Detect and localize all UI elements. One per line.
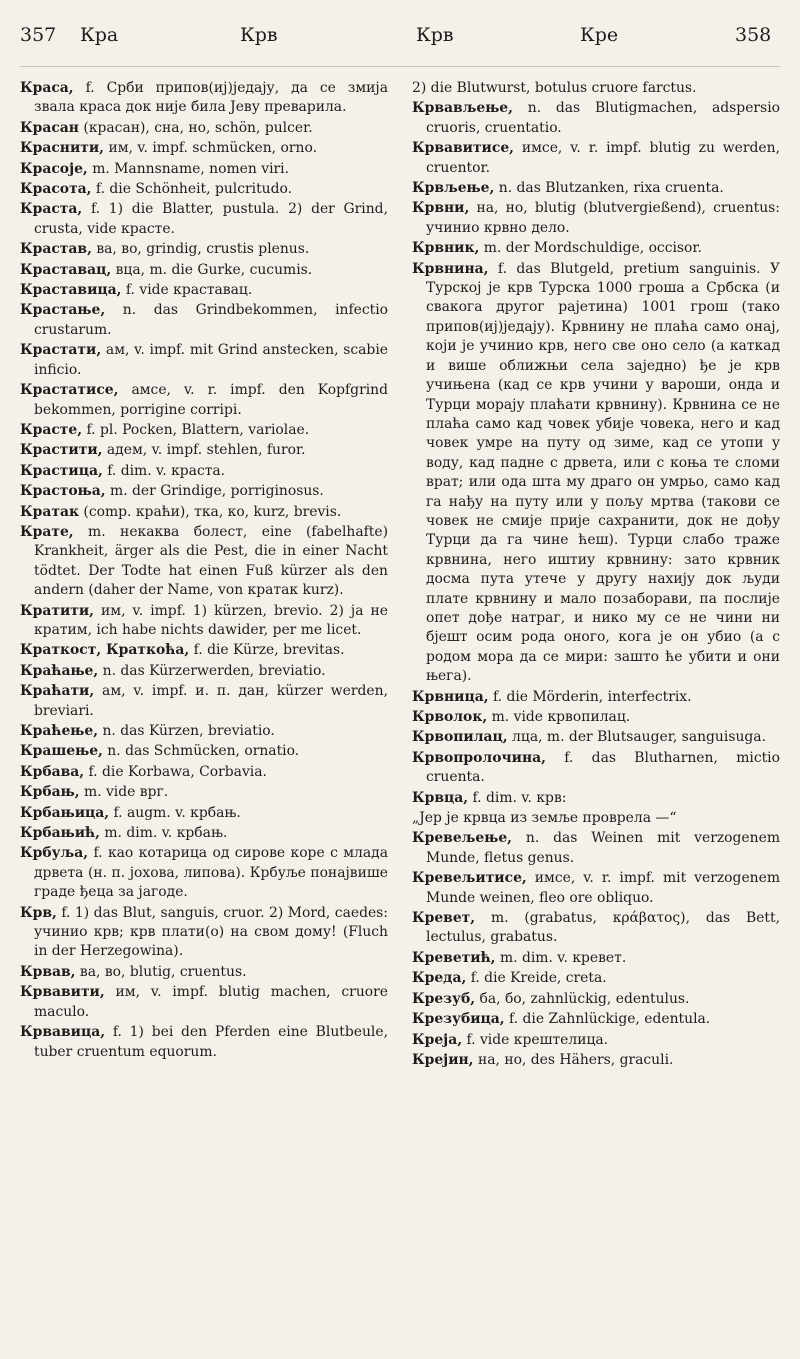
entry-definition: n. das Blutigmachen, adspersio cruoris, cruentatio. xyxy=(426,100,780,136)
dictionary-entry xyxy=(20,804,388,823)
entry-headword: Крастица, xyxy=(20,462,103,479)
entry-headword: Крвављење, xyxy=(412,100,513,117)
dictionary-entry xyxy=(412,829,780,868)
entry-headword: Крвопролочина, xyxy=(412,749,546,766)
entry-definition: ва, во, grindig, crustis plenus. xyxy=(91,241,310,258)
entry-headword: Крволок, xyxy=(412,709,488,725)
entry-definition: n. das Schmücken, ornatio. xyxy=(102,743,300,760)
entry-definition: f. die Korbawa, Corbavia. xyxy=(84,763,267,780)
entry-headword: Кратити, xyxy=(20,602,95,619)
entry-definition: f. pl. Pocken, Blattern, variolae. xyxy=(82,421,310,438)
entry-headword: Кревет, xyxy=(412,910,476,927)
left-page-number: 357 xyxy=(20,24,57,46)
entry-definition: им, v. impf. blutig machen, cruore maculo. xyxy=(34,984,388,1020)
dictionary-entry xyxy=(412,139,780,178)
entry-headword: Крвљење, xyxy=(412,180,495,197)
entry-headword: Красан xyxy=(20,119,79,136)
entry-definition: имсе, v. r. impf. blutig zu werden, cruentor. xyxy=(426,140,780,176)
dictionary-entry xyxy=(20,482,388,501)
entry-definition: m. dim. v. кревет. xyxy=(495,949,627,966)
dictionary-entry xyxy=(20,742,388,761)
entry-headword: Крвавити, xyxy=(20,984,105,1001)
entry-definition: m. dim. v. крбањ. xyxy=(99,825,228,842)
entry-definition: ва, во, blutig, cruentus. xyxy=(75,963,247,980)
dictionary-entry xyxy=(20,844,388,902)
entry-headword: Краставица, xyxy=(20,282,122,299)
dictionary-entry xyxy=(20,662,388,681)
entry-definition: f. das Blutgeld, pretium sanguinis. У Турској је крв Турска 1000 гроша а Србска (и свакога другог рајетина) 1001 грош (тако припов(иј)једају). Крвнину не плаћа само онај, који је учинио крв, него све оно село (а каткад и више оближњи села заједно) ђе је крв учињена (кад се крв учини у вароши, онда и Турци морају плаћати крвнину). Крвнина се не плаћа само кад човек убије човека, него и кад човек умре на путу од зиме, кад се утопи у воду, кад падне с дрвета, или с коња те сломи врат; или ода шта му драго он умрьо, само кад га нађу на путу или у пољу мртва (такови се човек не смије прије сахранити, док не дођу Турци да га чине ћеш). Турци слабо траже крвнина, него иштиу крвнину: зато крвник досма пута утече у другу нахију док људи плате крвнину и мало позаборави, па послије опет дође натраг, и нико му се не чини ни бјешт осим рода оного, кога је он убио (а с родом мора да се мири: зашто ће убити и они њега). xyxy=(426,260,780,685)
entry-definition: f. 1) die Blatter, pustula. 2) der Grind, crusta, vide красте. xyxy=(34,201,388,237)
entry-headword: Крбава, xyxy=(20,763,85,780)
dictionary-entry xyxy=(412,789,780,808)
dictionary-entry xyxy=(20,641,388,660)
entry-headword: Краткост, Краткоћа, xyxy=(20,642,190,659)
entry-headword: Креветић, xyxy=(412,949,496,966)
entry-definition: имсе, v. r. impf. mit verzogenem Munde weinen, fleo ore obliquo. xyxy=(426,870,780,906)
entry-headword: Крвница, xyxy=(412,688,489,705)
entry-headword: Крвни, xyxy=(412,200,470,217)
dictionary-entry xyxy=(20,523,388,601)
dictionary-entry xyxy=(20,983,388,1022)
entry-definition: m. vide врг. xyxy=(79,784,169,801)
entry-definition: m. (grabatus, κράβατος), das Bett, lectulus, grabatus. xyxy=(426,910,780,946)
entry-headword: Крвопилац, xyxy=(412,729,508,746)
dictionary-entry xyxy=(20,281,388,300)
dictionary-entry xyxy=(20,462,388,481)
entry-headword: Красте, xyxy=(20,421,83,438)
dictionary-entry xyxy=(412,708,780,727)
right-column xyxy=(412,79,780,1070)
entry-definition: ам, v. impf. mit Grind anstecken, scabie inficio. xyxy=(34,342,388,378)
entry-definition: лца, m. der Blutsauger, sanguisuga. xyxy=(507,729,766,746)
entry-headword: Крбуља, xyxy=(20,845,89,862)
dictionary-entry xyxy=(20,783,388,802)
dictionary-entry xyxy=(20,240,388,259)
entry-headword: Крвав, xyxy=(20,963,76,980)
entry-definition: m. der Grindige, porriginosus. xyxy=(105,483,324,500)
entry-definition: адем, v. impf. stehlen, furor. xyxy=(102,442,306,459)
dictionary-entry xyxy=(20,722,388,741)
entry-definition: f. die Mörderin, interfectrix. xyxy=(488,688,692,705)
dictionary-entry xyxy=(20,139,388,158)
entry-headword: Кревељење, xyxy=(412,830,513,847)
left-guide-word-2: Крв xyxy=(240,24,278,46)
dictionary-entry xyxy=(20,503,388,522)
entry-definition: им, v. impf. 1) kürzen, brevio. 2) ја не кратим, ich habe nichts dawider, per me licet. xyxy=(34,602,388,638)
entry-definition: f. die Zahnlückige, edentula. xyxy=(504,1011,711,1028)
entry-headword: Кревељитисе, xyxy=(412,870,527,887)
entry-definition: ба, бо, zahnlückig, edentulus. xyxy=(475,990,690,1007)
entry-headword: Крвавица, xyxy=(20,1024,106,1041)
page-header xyxy=(20,16,780,67)
entry-definition: им, v. impf. schmücken, orno. xyxy=(104,140,318,157)
entry-headword: Кратак xyxy=(20,503,79,520)
dictionary-entry xyxy=(20,301,388,340)
entry-definition: m. Mannsname, nomen viri. xyxy=(87,160,290,177)
dictionary-entry xyxy=(412,949,780,968)
dictionary-entry xyxy=(20,341,388,380)
right-guide-word-1: Крв xyxy=(416,24,454,46)
dictionary-entry xyxy=(412,179,780,198)
entry-headword: Крејин, xyxy=(412,1051,474,1068)
dictionary-entry xyxy=(412,990,780,1009)
entry-headword: Красота, xyxy=(20,181,92,198)
entry-headword: Крвник, xyxy=(412,240,480,257)
entry-definition: f. das Blutharnen, mictio cruenta. xyxy=(426,749,780,786)
dictionary-entry xyxy=(20,763,388,782)
left-column xyxy=(20,79,388,1070)
dictionary-entry xyxy=(20,421,388,440)
entry-headword: Краста, xyxy=(20,201,83,218)
entry-definition: f. die Kreide, creta. xyxy=(466,970,607,987)
entry-headword: Крезубица, xyxy=(412,1011,505,1028)
right-page-number: 358 xyxy=(735,24,772,46)
entry-definition: f. vide краставац. xyxy=(121,282,253,299)
entry-headword: Крвца, xyxy=(412,789,469,806)
entry-headword: Крастати, xyxy=(20,342,102,359)
dictionary-entry xyxy=(412,260,780,687)
entry-headword: Крастање, xyxy=(20,302,106,319)
dictionary-entry xyxy=(412,869,780,908)
dictionary-entry xyxy=(20,381,388,420)
dictionary-entry xyxy=(412,1031,780,1050)
entry-definition: f. vide крештелица. xyxy=(462,1031,609,1048)
dictionary-entry xyxy=(20,602,388,641)
entry-definition: f. die Schönheit, pulcritudo. xyxy=(91,181,293,198)
dictionary-entry xyxy=(20,682,388,721)
entry-headword: Крастав, xyxy=(20,241,92,258)
entry-definition: n. das Kürzen, breviatio. xyxy=(98,723,275,739)
dictionary-entry xyxy=(412,199,780,238)
entry-definition: амсе, v. r. impf. den Kopfgrind bekommen, porrigine corripi. xyxy=(34,382,388,418)
entry-definition: „Јер је крвца из земље проврела —“ xyxy=(412,810,677,827)
entry-headword: Крате, xyxy=(20,523,74,540)
entry-definition: 2) die Blutwurst, botulus cruore farctus. xyxy=(412,80,697,96)
entry-definition: f. dim. v. крв: xyxy=(468,789,567,806)
dictionary-entry xyxy=(412,969,780,988)
dictionary-entry xyxy=(20,79,388,118)
entry-headword: Крбањица, xyxy=(20,804,110,821)
dictionary-entry xyxy=(412,1051,780,1070)
dictionary-entry xyxy=(412,728,780,747)
dictionary-entry xyxy=(20,904,388,962)
entry-definition: f. 1) bei den Pferden eine Blutbeule, tuber cruentum equorum. xyxy=(34,1024,388,1060)
entry-headword: Креја, xyxy=(412,1031,463,1048)
entry-headword: Крвнина, xyxy=(412,260,489,277)
entry-headword: Крв, xyxy=(20,904,57,921)
entry-definition: f. dim. v. краста. xyxy=(102,462,226,479)
entry-definition: вца, m. die Gurke, cucumis. xyxy=(111,261,313,278)
entry-headword: Крастити, xyxy=(20,442,103,459)
entry-headword: Крастатисе, xyxy=(20,382,119,399)
entry-definition: на, но, blutig (blutvergießend), cruentus: учинио крвно дело. xyxy=(426,200,780,236)
entry-definition: f. augm. v. крбањ. xyxy=(109,804,241,821)
entry-headword: Краснити, xyxy=(20,140,105,157)
dictionary-entry xyxy=(412,79,780,98)
dictionary-entry xyxy=(20,963,388,982)
dictionary-entry xyxy=(412,749,780,788)
dictionary-entry xyxy=(20,119,388,138)
entry-definition: m. vide крвопилац. xyxy=(487,709,631,725)
entry-headword: Крастоња, xyxy=(20,483,106,500)
entry-definition: f. као котарица од сирове коре с млада дрвета (н. п. јохова, липова). Крбуље понајвише граде ђеца за јагоде. xyxy=(34,845,388,901)
entry-definition: ам, v. impf. и. п. дан, kürzer werden, breviari. xyxy=(34,683,388,719)
entry-definition: на, но, des Hähers, graculi. xyxy=(473,1051,674,1068)
entry-headword: Крезуб, xyxy=(412,990,476,1007)
entry-definition: f. Срби припов(иј)једају, да се змија звала краса док није била Јеву преварила. xyxy=(34,80,388,116)
dictionary-entry xyxy=(412,688,780,707)
dictionary-entry xyxy=(20,160,388,179)
columns xyxy=(20,67,780,1070)
right-guide-word-2: Кре xyxy=(580,24,619,46)
entry-headword: Крвавитисе, xyxy=(412,140,514,157)
entry-headword: Краса, xyxy=(20,80,74,96)
entry-definition: f. 1) das Blut, sanguis, cruor. 2) Mord, caedes: учинио крв; крв плати(о) на свом дому! (Fluch in der Herzegowina). xyxy=(34,904,388,960)
dictionary-entry xyxy=(20,261,388,280)
entry-definition: n. das Kürzerwerden, breviatio. xyxy=(98,662,326,679)
dictionary-entry xyxy=(20,180,388,199)
entry-definition: f. die Kürze, brevitas. xyxy=(189,642,345,659)
dictionary-entry xyxy=(20,200,388,239)
entry-definition: n. das Blutzanken, rixa cruenta. xyxy=(494,180,724,197)
entry-headword: Краставац, xyxy=(20,261,112,278)
dictionary-entry xyxy=(412,909,780,948)
entry-definition: n. das Weinen mit verzogenem Munde, fletus genus. xyxy=(426,830,780,866)
dictionary-entry xyxy=(412,809,780,828)
dictionary-entry xyxy=(412,99,780,138)
entry-headword: Красоје, xyxy=(20,160,88,177)
entry-definition: (красан), сна, но, schön, pulcer. xyxy=(78,119,313,136)
entry-headword: Крбањ, xyxy=(20,784,80,801)
dictionary-entry xyxy=(20,824,388,843)
entry-headword: Крбањић, xyxy=(20,825,100,842)
entry-headword: Краћање, xyxy=(20,662,99,679)
entry-headword: Краћати, xyxy=(20,683,95,700)
dictionary-entry xyxy=(20,1023,388,1062)
entry-definition: m. der Mordschuldige, occisor. xyxy=(479,240,702,257)
left-guide-word-1: Кра xyxy=(80,24,119,46)
entry-definition: n. das Grindbekommen, infectio crustarum. xyxy=(34,302,388,338)
dictionary-entry xyxy=(412,239,780,258)
dictionary-entry xyxy=(412,1010,780,1029)
dictionary-entry xyxy=(20,441,388,460)
entry-definition: (comp. краћи), тка, ко, kurz, brevis. xyxy=(79,503,342,520)
entry-headword: Крашење, xyxy=(20,743,103,760)
entry-headword: Креда, xyxy=(412,970,467,987)
entry-definition: m. некаква болест, eine (fabelhafte) Krankheit, ärger als die Pest, die in einer Nacht tödtet. Der Todte hat einen Fuß kürzer als den andern (daher der Name, von кратак kurz). xyxy=(34,523,388,599)
entry-headword: Краћење, xyxy=(20,723,99,739)
